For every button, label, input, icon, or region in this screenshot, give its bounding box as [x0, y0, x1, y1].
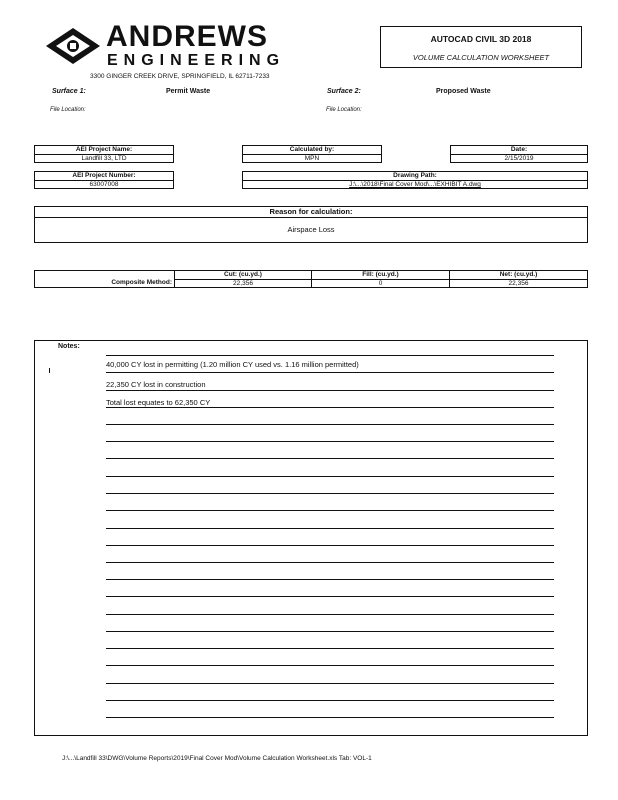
project-name-label: AEI Project Name:: [35, 146, 173, 155]
date-label: Date:: [451, 146, 587, 155]
reason-value: Airspace Loss: [287, 225, 335, 234]
calculated-by-value: MPN: [304, 155, 320, 162]
diamond-logo-icon: [44, 26, 102, 66]
calculated-by-label: Calculated by:: [243, 146, 381, 155]
notes-label: Notes:: [58, 343, 80, 350]
net-value: 22,356: [508, 280, 529, 287]
net-label: Net: (cu.yd.): [450, 271, 587, 280]
project-number-box: [34, 171, 174, 189]
project-name-box: [34, 145, 174, 163]
margin-mark: [49, 368, 50, 373]
title-box: [380, 26, 582, 68]
note-line-2: 22,350 CY lost in construction: [106, 380, 206, 389]
surface2-value: Proposed Waste: [436, 88, 491, 95]
cut-label: Cut: (cu.yd.): [175, 271, 311, 280]
note-line-1: 40,000 CY lost in permitting (1.20 million CY used vs. 1.16 million permitted): [106, 360, 359, 369]
reason-label: Reason for calculation:: [35, 207, 587, 218]
note-line-3: Total lost equates to 62,350 CY: [106, 398, 211, 407]
surface2-label: Surface 2:: [327, 88, 361, 95]
date-box: [450, 145, 588, 163]
footer-path: J:\...\Landfill 33\DWG\Volume Reports\2019\Final Cover Mod\Volume Calculation Worksheet.xls Tab: VOL-1: [62, 755, 372, 762]
drawing-path-label: Drawing Path:: [243, 172, 587, 181]
software-title: AUTOCAD CIVIL 3D 2018: [430, 34, 532, 44]
fill-column: [311, 270, 450, 288]
project-number-label: AEI Project Number:: [35, 172, 173, 181]
drawing-path-box: [242, 171, 588, 189]
reason-box: [34, 206, 588, 243]
cut-value: 22,356: [233, 280, 253, 287]
company-name-bottom: ENGINEERING: [107, 52, 286, 69]
file-location-1-label: File Location:: [50, 107, 86, 113]
fill-value: 0: [378, 280, 383, 287]
calculated-by-box: [242, 145, 382, 163]
drawing-path-value: J:\...\2018\Final Cover Mod\...\EXHIBIT A.dwg: [349, 181, 481, 188]
surface1-value: Permit Waste: [166, 88, 211, 95]
composite-method-label: Composite Method:: [111, 279, 172, 286]
file-location-2-label: File Location:: [326, 107, 362, 113]
net-column: [449, 270, 588, 288]
company-logo: [44, 22, 284, 72]
company-name-top: ANDREWS: [106, 20, 268, 53]
fill-label: Fill: (cu.yd.): [312, 271, 449, 280]
project-number-value: 63007008: [89, 181, 119, 188]
cut-column: [174, 270, 312, 288]
company-address: 3300 GINGER CREEK DRIVE, SPRINGFIELD, IL 62711-7233: [90, 73, 270, 80]
surface1-label: Surface 1:: [52, 88, 86, 95]
worksheet-title: VOLUME CALCULATION WORKSHEET: [412, 53, 550, 62]
date-value: 2/15/2019: [504, 155, 534, 162]
results-table: [34, 270, 588, 288]
project-name-value: Landfill 33, LTD: [81, 155, 127, 162]
